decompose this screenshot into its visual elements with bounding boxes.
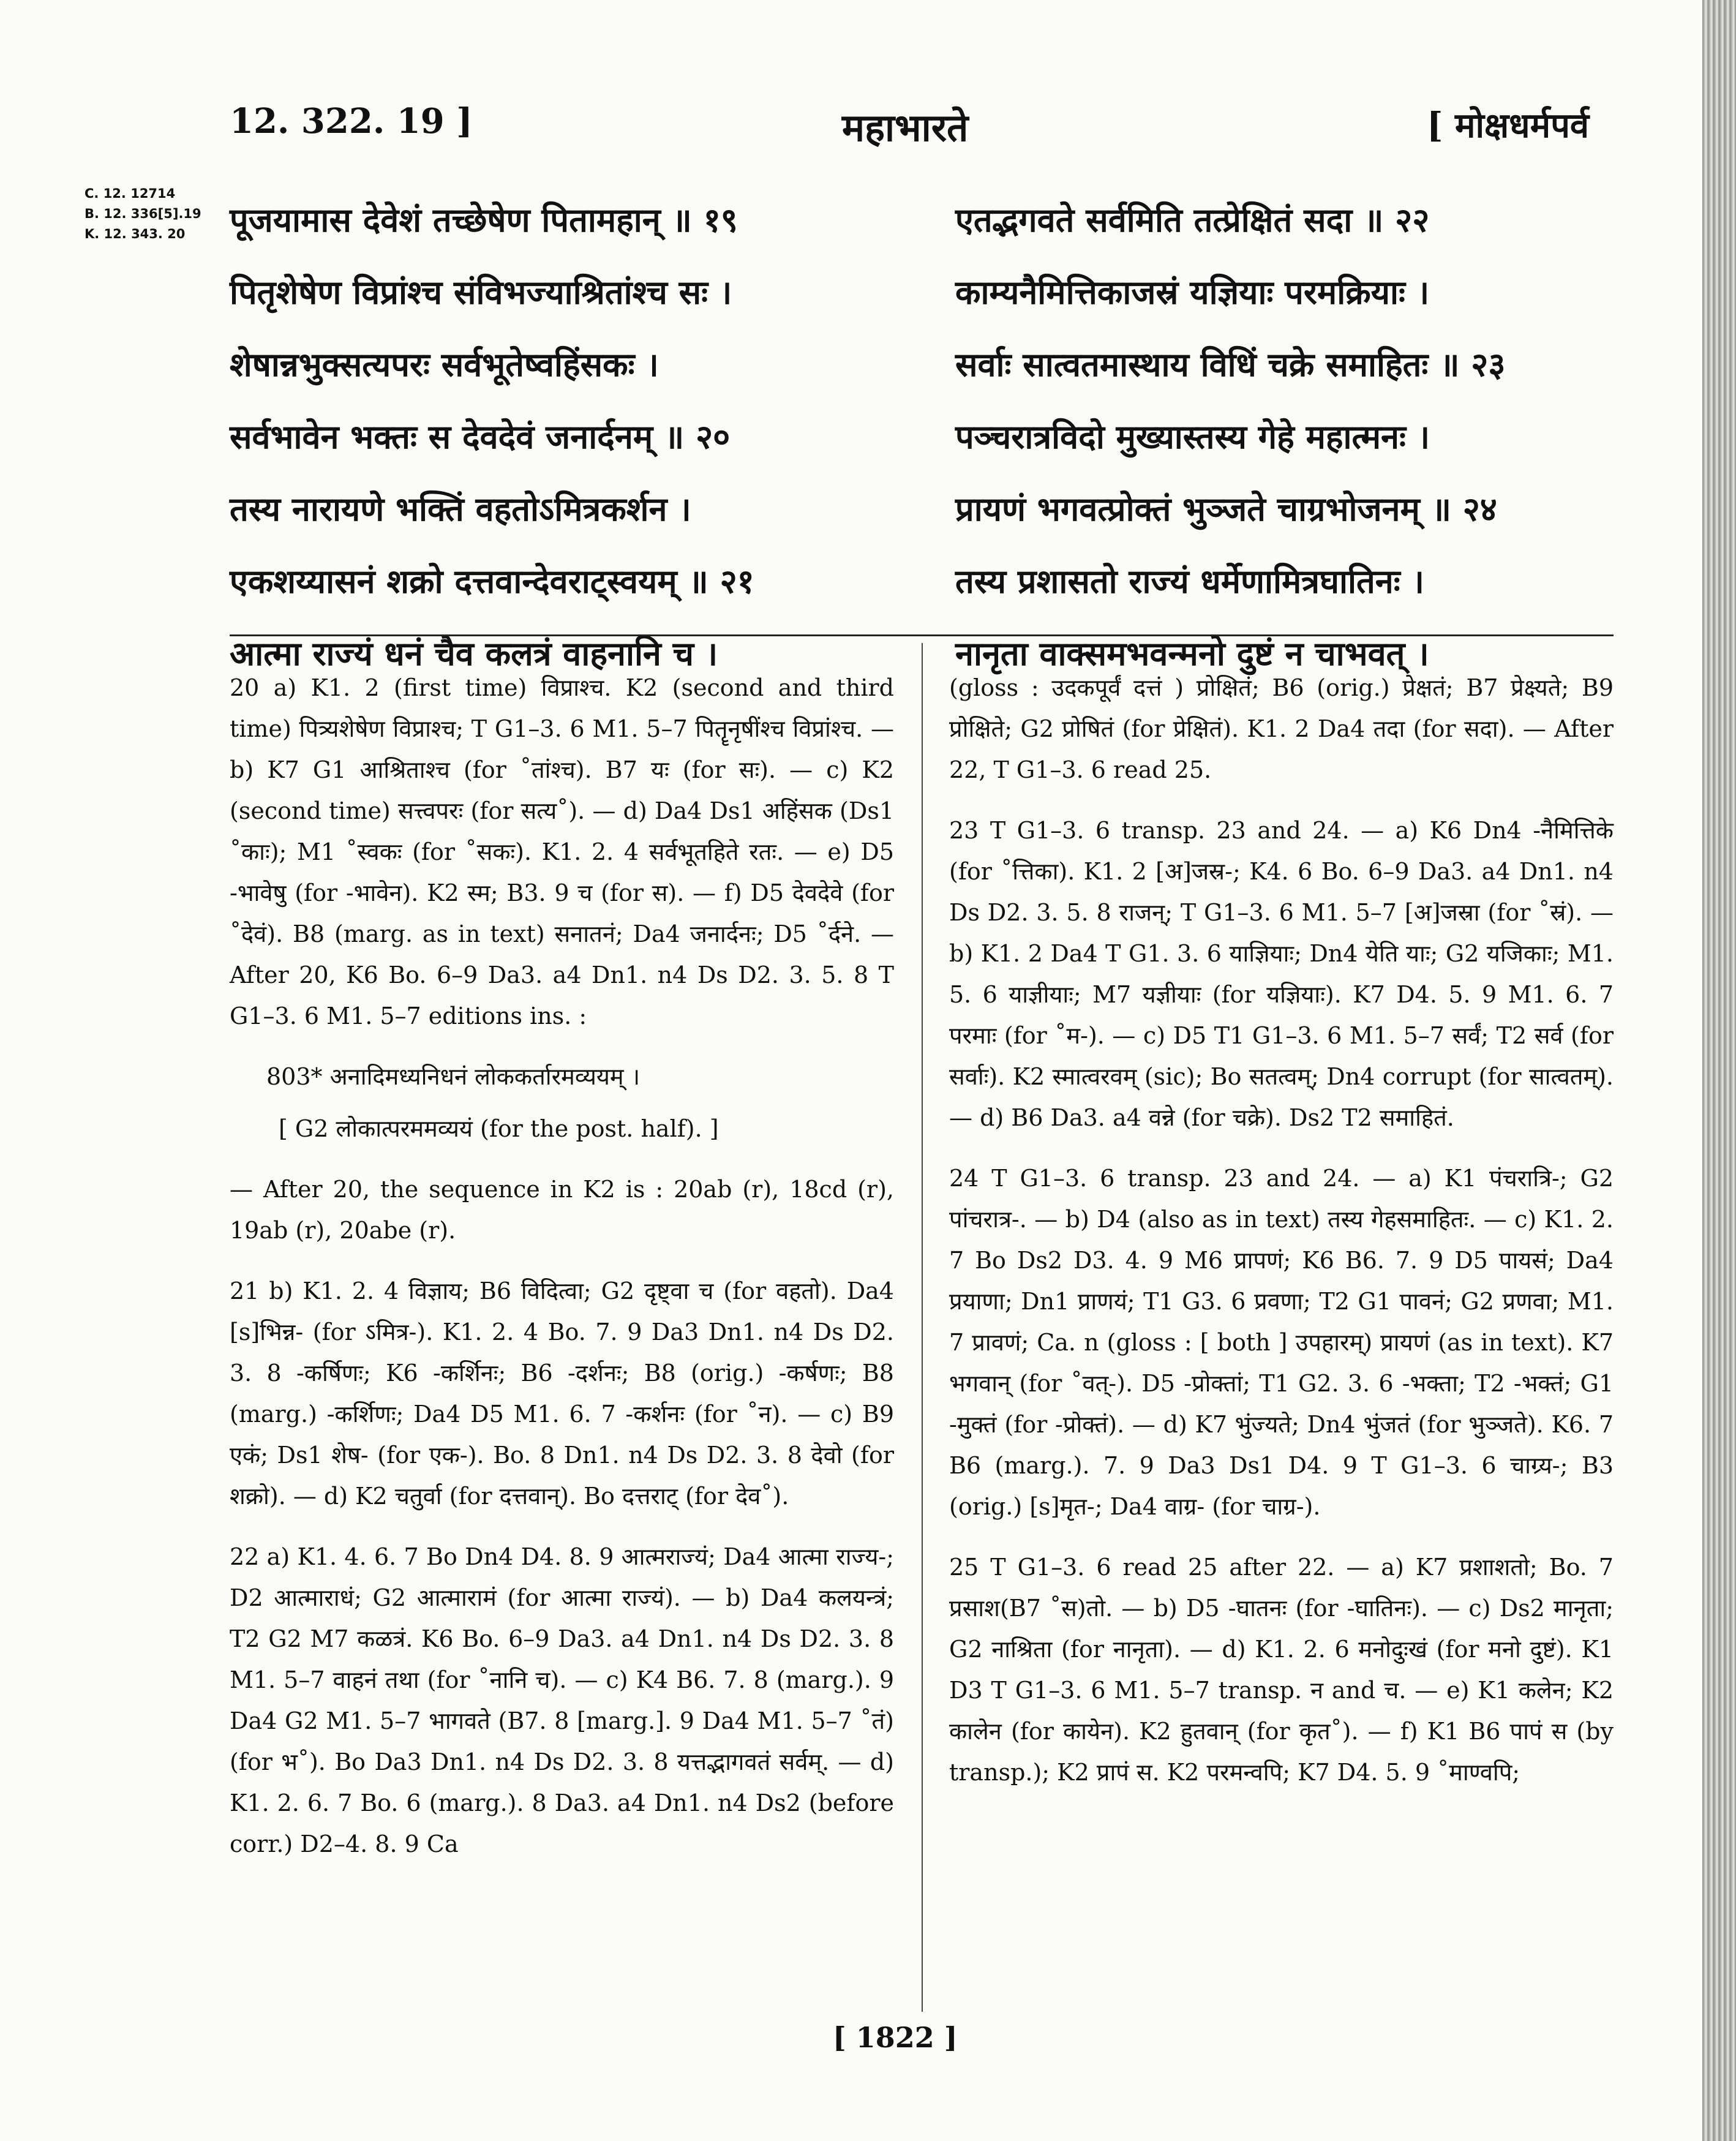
verse-line: सर्वभावेन भक्तः स देवदेवं जनार्दनम् ॥ २० (230, 417, 731, 456)
page-number: [ 1822 ] (833, 2021, 958, 2054)
concordance-item: B. 12. 336[5].19 (85, 206, 201, 221)
header-reference: 12. 322. 19 ] (230, 101, 473, 141)
verse-column-left (230, 184, 754, 690)
apparatus-note-25: 25 T G1–3. 6 read 25 after 22. — a) K7 प्रशाशतो; Bo. 7 प्रसाश(B7 ˚स)तो. — b) D5 -घातनः (for -घातिनः). — c) Ds2 मानृता; G2 नाश्रिता (for नानृता). — d) K1. 2. 6 मनोदुःखं (for मनो दुष्टं). K1 D3 T G1–3. 6 M1. 5–7 transp. न and च. — e) K1 कलेन; K2 कालेन (for कायेन). K2 हुतवान् (for कृत˚). — f) K1 B6 पापं स (by transp.); K2 प्रापं स. K2 परमन्वपि; K7 D4. 5. 9 ˚माण्वपि; (949, 1554, 1614, 1786)
apparatus-column-left (230, 668, 894, 1884)
section-divider (230, 634, 1614, 636)
insertion-variant: [ G2 लोकात्परममव्ययं (for the post. half). ] (279, 1115, 719, 1142)
verse-line: शेषान्नभुक्सत्यपरः सर्वभूतेष्वहिंसकः । (230, 345, 659, 384)
apparatus-column-right (949, 668, 1614, 1813)
apparatus-note-22-cont: (gloss : उदकपूर्वं दत्तं ) प्रोक्षितं; B6 (orig.) प्रेक्षतं; B7 प्रेक्ष्यते; B9 प्रोक्षिते; G2 प्रोषितं (for प्रेक्षितं). K1. 2 Da4 तदा (for सदा). — After 22, T G1–3. 6 read 25. (949, 674, 1614, 783)
apparatus-note-23: 23 T G1–3. 6 transp. 23 and 24. — a) K6 Dn4 -नैमित्तिके (for ˚त्तिका). K1. 2 [अ]जस्र-; K4. 6 Bo. 6–9 Da3. a4 Dn1. n4 Ds D2. 3. 5. 8 राजन्; T G1–3. 6 M1. 5–7 [अ]जस्रा (for ˚स्रं). — b) K1. 2 Da4 T G1. 3. 6 याज्ञियाः; Dn4 येति याः; G2 यजिकाः; M1. 5. 6 याज्ञीयाः; M7 यज्ञीयाः (for यज्ञियाः). K7 D4. 5. 9 M1. 6. 7 परमाः (for ˚म-). — c) D5 T1 G1–3. 6 M1. 5–7 सर्वं; T2 सर्व (for सर्वाः). K2 स्मात्वरवम् (sic); Bo सतत्वम्; Dn4 corrupt (for सात्वतम्). — d) B6 Da3. a4 वन्ने (for चक्रे). Ds2 T2 समाहितं. (949, 817, 1614, 1131)
concordance-item: K. 12. 343. 20 (85, 227, 186, 241)
verse-line: आत्मा राज्यं धनं चैव कलत्रं वाहनानि च । (230, 634, 718, 673)
verse-line: पूजयामास देवेशं तच्छेषेण पितामहान् ॥ १९ (230, 200, 738, 239)
verse-line: काम्यनैमित्तिकाजस्रं यज्ञियाः परमक्रियाः । (955, 273, 1430, 312)
verse-line: सर्वाः सात्वतमास्थाय विधिं चक्रे समाहितः ॥ २३ (955, 345, 1506, 384)
column-divider (922, 643, 923, 2012)
header-title: महाभारते (842, 105, 969, 150)
verse-line: प्रायणं भगवत्प्रोक्तं भुञ्जते चाग्रभोजनम् ॥ २४ (955, 489, 1497, 529)
apparatus-note-24: 24 T G1–3. 6 transp. 23 and 24. — a) K1 पंचरात्रि-; G2 पांचरात्र-. — b) D4 (also as in text) तस्य गेहसमाहितः. — c) K1. 2. 7 Bo Ds2 D3. 4. 9 M6 प्रापणं; K6 B6. 7. 9 D5 पायसं; Da4 प्रयाणा; Dn1 प्राणयं; T1 G3. 6 प्रवणा; T2 G1 पावनं; G2 प्रणवा; M1. 7 प्रावणं; Ca. n (gloss : [ both ] उपहारम्) प्रायणं (as in text). K7 भगवान् (for ˚वत्-). D5 -प्रोक्तां; T1 G2. 3. 6 -भक्ता; T2 -भक्तं; G1 -मुक्तं (for -प्रोक्तं). — d) K7 भुंज्यते; Dn4 भुंजतं (for भुञ्जते). K6. 7 B6 (marg.). 7. 9 Da3 Ds1 D4. 9 T G1–3. 6 चाग्र्य-; B3 (orig.) [s]मृत-; Da4 वाग्र- (for चाग्र-). (949, 1165, 1614, 1520)
apparatus-note-20: 20 a) K1. 2 (first time) विप्राश्च. K2 (second and third time) पित्र्यशेषेण विप्राश्च; T G1–3. 6 M1. 5–7 पितॄनृषींश्च विप्रांश्च. — b) K7 G1 आश्रिताश्च (for ˚तांश्च). B7 यः (for सः). — c) K2 (second time) सत्त्वपरः (for सत्य˚). — d) Da4 Ds1 अहिंसक (Ds1 ˚काः); M1 ˚स्वकः (for ˚सकः). K1. 2. 4 सर्वभूतहिते रतः. — e) D5 -भावेषु (for -भावेन). K2 स्म; B3. 9 च (for स). — f) D5 देवदेवे (for ˚देवं). B8 (marg. as in text) सनातनं; Da4 जनार्दनः; D5 ˚र्दने. — After 20, K6 Bo. 6–9 Da3. a4 Dn1. n4 Ds D2. 3. 5. 8 T G1–3. 6 M1. 5–7 editions ins. : (230, 674, 894, 1029)
verse-line: तस्य नारायणे भक्तिं वहतोऽमित्रकर्शन । (230, 489, 691, 529)
verse-column-right (955, 184, 1505, 690)
verse-line: नानृता वाक्समभवन्मनो दुष्टं न चाभवत् । (955, 634, 1429, 673)
verse-line: तस्य प्रशासतो राज्यं धर्मेणामित्रघातिनः । (955, 562, 1424, 601)
verse-line: पितृशेषेण विप्रांश्च संविभज्याश्रितांश्च सः । (230, 273, 732, 312)
concordance-item: C. 12. 12714 (85, 186, 176, 201)
verse-line: पञ्चरात्रविदो मुख्यास्तस्य गेहे महात्मनः । (955, 417, 1430, 456)
scan-edge (1702, 0, 1736, 2141)
apparatus-note-22: 22 a) K1. 4. 6. 7 Bo Dn4 D4. 8. 9 आत्मराज्यं; Da4 आत्मा राज्य-; D2 आत्माराधं; G2 आत्मारामं (for आत्मा राज्यं). — b) Da4 कलयन्त्रं; T2 G2 M7 कळत्रं. K6 Bo. 6–9 Da3. a4 Dn1. n4 Ds D2. 3. 8 M1. 5–7 वाहनं तथा (for ˚नानि च). — c) K4 B6. 7. 8 (marg.). 9 Da4 G2 M1. 5–7 भागवते (B7. 8 [marg.]. 9 Da4 M1. 5–7 ˚तं) (for भ˚). Bo Da3 Dn1. n4 Ds D2. 3. 8 यत्तद्भागवतं सर्वम्. — d) K1. 2. 6. 7 Bo. 6 (marg.). 8 Da3. a4 Dn1. n4 Ds2 (before corr.) D2–4. 8. 9 Ca (230, 1543, 894, 1857)
verse-line: एकशय्यासनं शक्रो दत्तवान्देवराट्स्वयम् ॥ २१ (230, 562, 754, 601)
apparatus-note-21: 21 b) K1. 2. 4 विज्ञाय; B6 विदित्वा; G2 दृष्ट्वा च (for वहतो). Da4 [s]भिन्न- (for ऽमित्र-). K1. 2. 4 Bo. 7. 9 Da3 Dn1. n4 Ds D2. 3. 8 -कर्षिणः; K6 -कर्शिनः; B6 -दर्शनः; B8 (orig.) -कर्षणः; B8 (marg.) -कर्शिणः; Da4 D5 M1. 6. 7 -कर्शनः (for ˚न). — c) B9 एकं; Ds1 शेष- (for एक-). Bo. 8 Dn1. n4 Ds D2. 3. 8 देवो (for शक्रो). — d) K2 चतुर्वा (for दत्तवान्). Bo दत्तराट् (for देव˚). (230, 1277, 894, 1510)
concordance-note (85, 184, 201, 244)
apparatus-sequence-note: — After 20, the sequence in K2 is : 20ab (r), 18cd (r), 19ab (r), 20abe (r). (230, 1176, 894, 1244)
verse-line: एतद्भगवते सर्वमिति तत्प्रेक्षितं सदा ॥ २२ (955, 200, 1430, 239)
insertion-803: 803* अनादिमध्यनिधनं लोककर्तारमव्ययम् । (266, 1063, 641, 1090)
header-section: [ मोक्षधर्मपर्व (1427, 105, 1590, 146)
